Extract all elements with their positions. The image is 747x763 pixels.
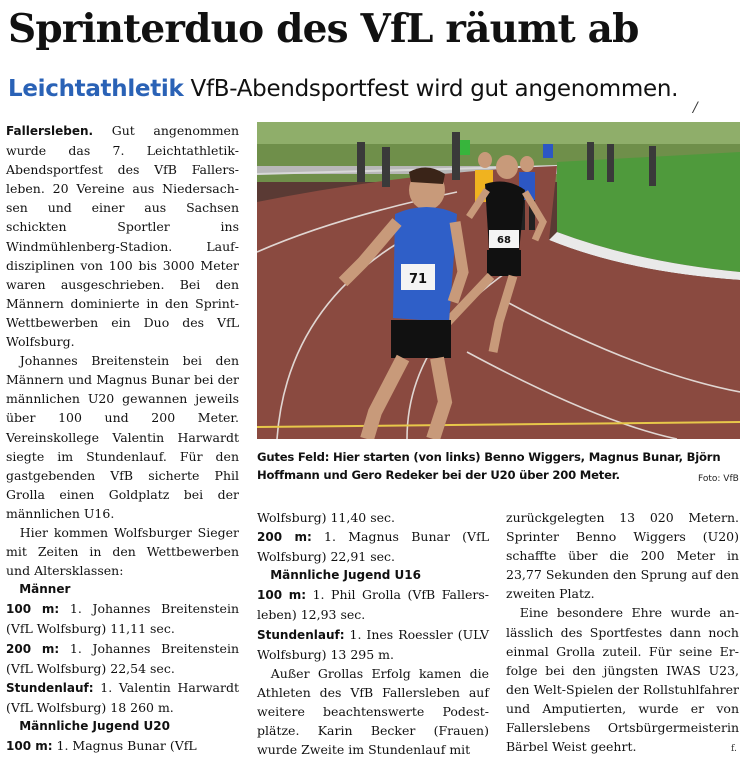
article-column-2 xyxy=(257,508,489,759)
paragraph-4: Außer Grollas Erfolg kamen die Athleten des VfB Fallersleben auf weitere beachtenswerte Podestplätze. Karin Becker (Frauen) wurde Zweite im Stundenlauf mit xyxy=(257,665,489,758)
result-label: 100 m: xyxy=(257,588,307,603)
result-label: 200 m: xyxy=(6,641,60,656)
result-line xyxy=(6,678,239,717)
result-text: 1. Ines Roessler (ULV Wolfsburg) 13 295 m. xyxy=(257,626,489,662)
result-line xyxy=(257,527,489,566)
author-mark: f. xyxy=(731,744,737,754)
result-line xyxy=(6,599,239,638)
section-heading-u20: Männliche Jugend U20 xyxy=(19,718,171,733)
result-text: 1. Johannes Breitenstein (VfL Wolfsburg) 11,11 sec. xyxy=(6,601,239,637)
result-text: 1. Magnus Bunar (VfL Wolfsburg) 22,91 sec. xyxy=(257,529,489,565)
subline xyxy=(8,76,678,102)
result-text: 1. Magnus Bunar (VfL xyxy=(52,738,197,753)
result-line xyxy=(6,639,239,678)
bib-68: 68 xyxy=(497,235,511,246)
result-label: 100 m: xyxy=(6,739,53,753)
paragraph-1 xyxy=(6,121,239,351)
result-text: 1. Valentin Harwardt (VfL Wolfsburg) 18 260 m. xyxy=(6,679,239,715)
photo-credit: Foto: VfB xyxy=(698,474,739,484)
result-label: 100 m: xyxy=(6,602,60,617)
dateline: Fallersleben. xyxy=(6,124,94,138)
headline: Sprinterduo des VfL räumt ab xyxy=(8,6,639,52)
rubric: Leichtathletik xyxy=(8,76,184,102)
deck: VfB-Abendsportfest wird gut angenommen. xyxy=(190,76,679,102)
bib-71: 71 xyxy=(408,272,428,287)
result-label: Stundenlauf: xyxy=(6,680,94,695)
section-heading-men: Männer xyxy=(19,582,71,597)
result-text: 1. Johannes Breitenstein (VfL Wolfsburg) 22,54 sec. xyxy=(6,640,239,676)
result-line xyxy=(257,585,489,624)
article-column-1 xyxy=(6,121,239,756)
photo-sprinters xyxy=(257,122,740,439)
paragraph-3: Hier kommen Wolfsburger Sieger mit Zeiten in den Wettbewerben und Altersklassen: xyxy=(6,524,239,579)
photo-caption: Gutes Feld: Hier starten (von links) Benno Wiggers, Magnus Bunar, Björn Hoffmann und Gero Redeker bei der U20 über 200 Meter. xyxy=(257,450,721,482)
paragraph-1-text: Gut angenommen wurde das 7. Leichtathletik-Abendsportfest des VfB Fallersleben. 20 Vereine aus Niedersachsen und einer aus Sachsen schickten Sportler ins Windmühlenberg-Stadion. Laufdisziplinen von 100 bis 3000 Meter waren ausgeschrieben. Bei den Männern dominierte in den Sprint-Wettbewerben ein Duo des VfL Wolfsburg. xyxy=(6,123,239,350)
result-line xyxy=(257,625,489,664)
paragraph-2: Johannes Breitenstein bei den Männern und Magnus Bunar bei der männlichen U20 gewannen jeweils über 100 und 200 Meter. Vereinskollege Valentin Harwardt siegte im Stundenlauf. Für den gastgebenden VfB sicherte Phil Grolla einen Goldplatz bei der männlichen U16. xyxy=(6,353,239,521)
continued-text: Wolfsburg) 11,40 sec. xyxy=(257,510,395,525)
margin-mark: / xyxy=(693,100,698,116)
article-column-3 xyxy=(506,508,739,756)
result-text: 1. Phil Grolla (VfB Fallersleben) 12,93 sec. xyxy=(257,587,489,623)
result-label: 200 m: xyxy=(257,530,312,545)
result-label: Stundenlauf: xyxy=(257,627,345,642)
paragraph-5: zurückgelegten 13 020 Metern. Sprinter Benno Wiggers (U20) schaffte über die 200 Meter in 23,77 Sekunden den Sprung auf den zweiten Platz. xyxy=(506,510,739,602)
paragraph-6: Eine besondere Ehre wurde anlässlich des Sportfestes dann noch einmal Grolla zuteil. Für seine Erfolge bei den jüngsten IWAS U23, den Welt-Spielen der Rollstuhlfahrer und Amputierten, wurde er von Fallerslebens Ortsbürgermeisterin Bärbel Weist geehrt. xyxy=(506,605,739,755)
section-heading-u16: Männliche Jugend U16 xyxy=(270,568,422,583)
result-line xyxy=(6,736,239,756)
